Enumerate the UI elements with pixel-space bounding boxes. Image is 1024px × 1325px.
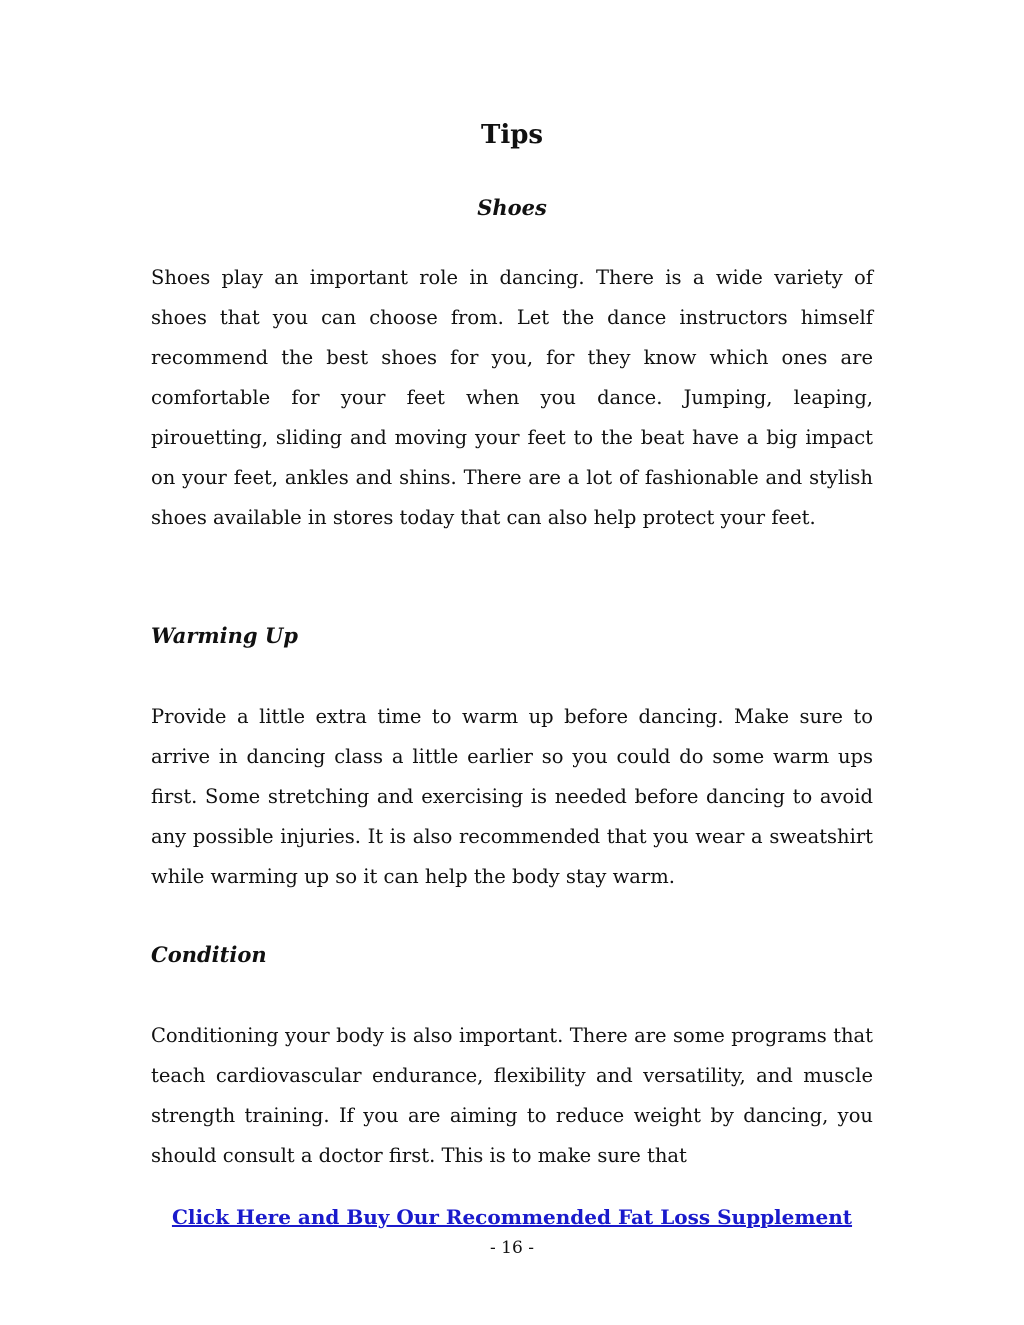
section-heading-shoes: Shoes bbox=[477, 195, 547, 220]
page-title: Tips bbox=[480, 120, 544, 150]
section-body-warming-up: Provide a little extra time to warm up before dancing. Make sure to arrive in dancing class a little earlier so you could do some warm ups first. Some stretching and exercising is needed before dancing to avoid any possible injuries. It is also recommended that you wear a sweatshirt while warming up so it can help the body stay warm. bbox=[151, 705, 873, 888]
section-body-shoes: Shoes play an important role in dancing. There is a wide variety of shoes that you can choose from. Let the dance instructors himself recommend the best shoes for you, for they know which ones are comfortable for your feet when you dance. Jumping, leaping, pirouetting, sliding and moving your feet to the beat have a big impact on your feet, ankles and shins. There are a lot of fashionable and stylish shoes available in stores today that can also help protect your feet. bbox=[151, 266, 873, 529]
page-number: - 16 - bbox=[490, 1238, 534, 1258]
section-body-condition: Conditioning your body is also important. There are some programs that teach cardiovascular endurance, flexibility and versatility, and muscle strength training. If you are aiming to reduce weight by dancing, you should consult a doctor first. This is to make sure that bbox=[151, 1024, 873, 1167]
buy-supplement-link[interactable]: Click Here and Buy Our Recommended Fat Loss Supplement bbox=[171, 1205, 853, 1229]
section-heading-condition: Condition bbox=[151, 942, 267, 967]
section-heading-warming-up: Warming Up bbox=[151, 623, 298, 648]
